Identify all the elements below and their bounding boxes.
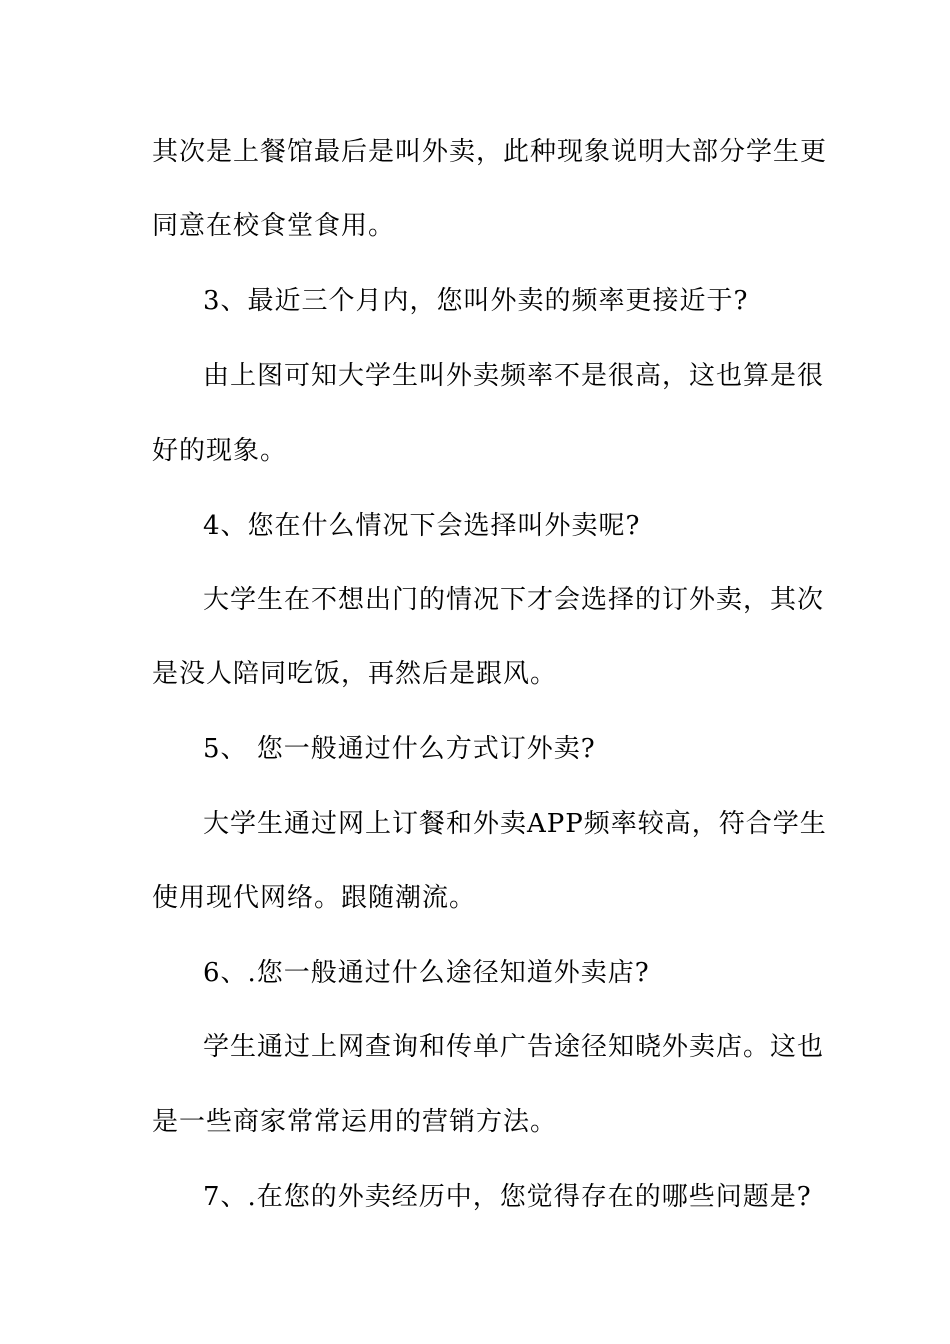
paragraph-line: 使用现代网络。跟随潮流。 <box>152 883 477 913</box>
paragraph-line: 好的现象。 <box>152 436 288 466</box>
paragraph-line: 其次是上餐馆最后是叫外卖，此种现象说明大部分学生更 <box>152 137 828 167</box>
paragraph-line: 是没人陪同吃饭，再然后是跟风。 <box>152 659 558 689</box>
paragraph-line: 是一些商家常常运用的营销方法。 <box>152 1107 558 1137</box>
question-heading: 5、 您一般通过什么方式订外卖? <box>203 734 596 764</box>
paragraph-line: 大学生通过网上订餐和外卖APP频率较高，符合学生 <box>203 809 827 839</box>
question-heading: 7、.在您的外卖经历中，您觉得存在的哪些问题是? <box>203 1182 812 1212</box>
paragraph-line: 同意在校食堂食用。 <box>152 211 396 241</box>
paragraph-line: 由上图可知大学生叫外卖频率不是很高，这也算是很 <box>203 361 825 391</box>
question-heading: 4、您在什么情况下会选择叫外卖呢? <box>203 511 641 541</box>
question-heading: 3、最近三个月内，您叫外卖的频率更接近于? <box>203 286 749 316</box>
paragraph-line: 学生通过上网查询和传单广告途径知晓外卖店。这也 <box>203 1032 825 1062</box>
paragraph-line: 大学生在不想出门的情况下才会选择的订外卖，其次 <box>203 585 825 615</box>
question-heading: 6、.您一般通过什么途径知道外卖店? <box>203 958 650 988</box>
